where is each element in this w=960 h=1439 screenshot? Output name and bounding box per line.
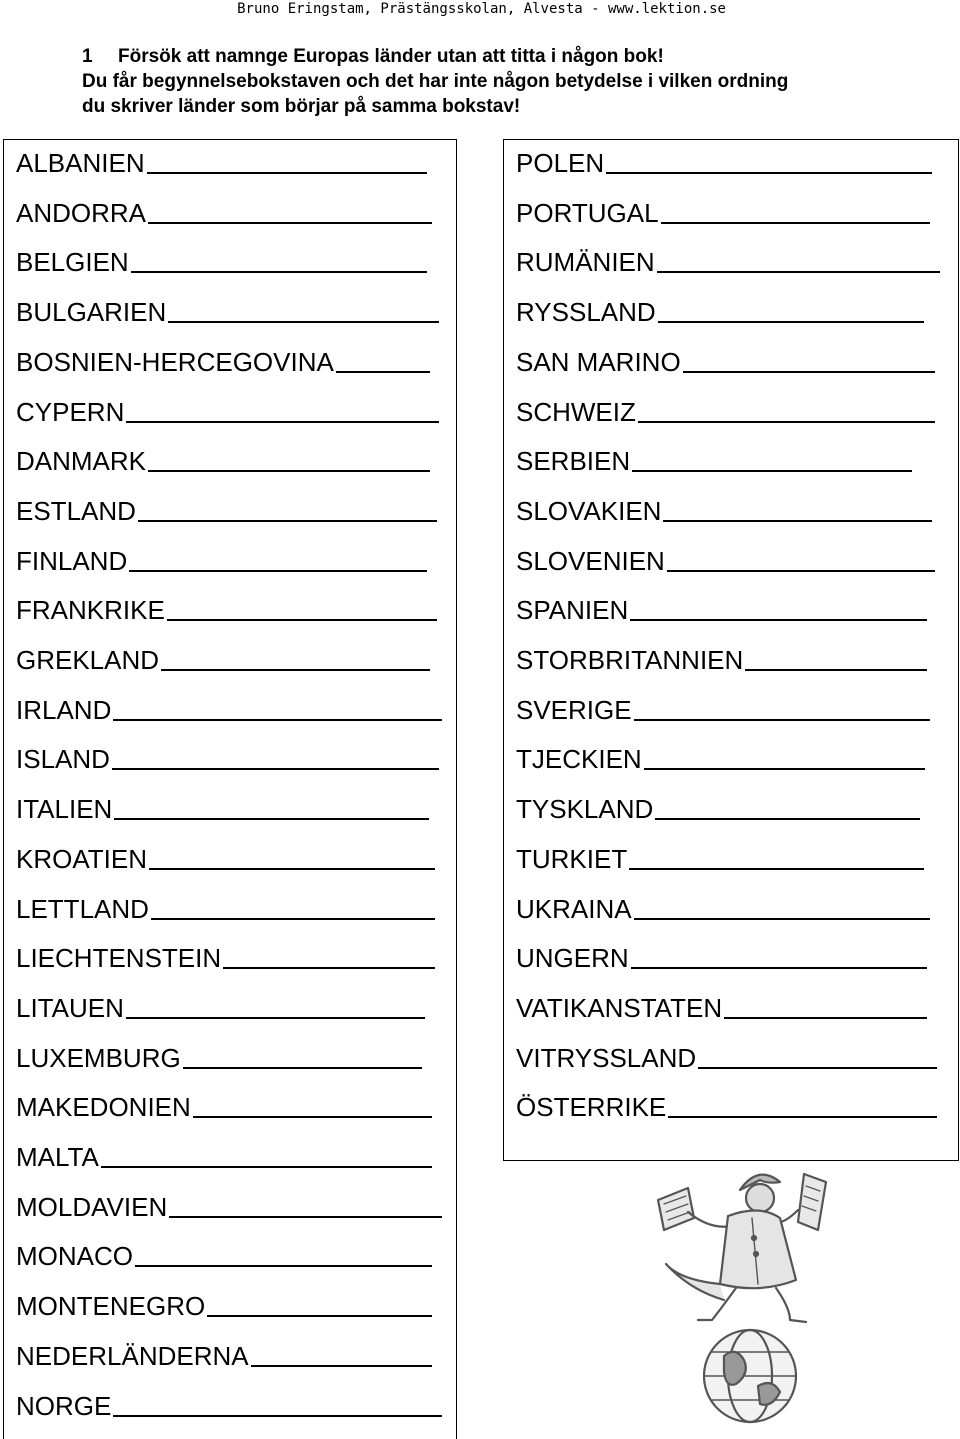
answer-line[interactable]	[698, 1067, 937, 1069]
left-country-row	[16, 446, 430, 476]
answer-line[interactable]	[193, 1116, 432, 1118]
left-country-row	[16, 297, 439, 327]
answer-line[interactable]	[658, 321, 924, 323]
answer-line[interactable]	[147, 172, 427, 174]
answer-line[interactable]	[167, 619, 437, 621]
page-header-credit: Bruno Eringstam, Prästängsskolan, Alvesta - www.lektion.se	[237, 1, 726, 17]
answer-line[interactable]	[644, 768, 925, 770]
answer-line[interactable]	[135, 1265, 432, 1267]
left-country-row	[16, 894, 435, 924]
right-country-row	[516, 1092, 937, 1122]
country-name: TJECKIEN	[516, 744, 642, 775]
instruction-line-3: du skriver länder som börjar på samma bokstav!	[82, 96, 521, 117]
answer-line[interactable]	[606, 172, 932, 174]
right-country-row	[516, 247, 940, 277]
right-country-box	[503, 139, 959, 1161]
country-name: KROATIEN	[16, 843, 147, 874]
answer-line[interactable]	[668, 1116, 937, 1118]
country-name: NEDERLÄNDERNA	[16, 1340, 249, 1371]
left-country-row	[16, 645, 430, 675]
answer-line[interactable]	[655, 818, 920, 820]
answer-line[interactable]	[631, 967, 927, 969]
answer-line[interactable]	[336, 371, 430, 373]
right-country-row	[516, 546, 935, 576]
left-country-row	[16, 198, 432, 228]
left-country-row	[16, 943, 435, 973]
country-name: ISLAND	[16, 744, 110, 775]
country-name: TYSKLAND	[516, 794, 654, 825]
left-country-row	[16, 347, 430, 377]
left-country-box	[3, 139, 457, 1439]
right-country-row	[516, 744, 925, 774]
right-country-row	[516, 794, 920, 824]
answer-line[interactable]	[629, 868, 924, 870]
answer-line[interactable]	[148, 222, 432, 224]
right-country-row	[516, 993, 927, 1023]
country-name: VATIKANSTATEN	[516, 992, 723, 1023]
right-country-row	[516, 695, 930, 725]
country-name: ITALIEN	[16, 794, 113, 825]
country-name: SLOVENIEN	[516, 545, 665, 576]
country-name: BELGIEN	[16, 247, 129, 278]
answer-line[interactable]	[149, 868, 435, 870]
answer-line[interactable]	[683, 371, 935, 373]
left-country-row	[16, 1391, 442, 1421]
country-name: SVERIGE	[516, 694, 632, 725]
right-country-row	[516, 496, 932, 526]
answer-line[interactable]	[634, 719, 930, 721]
answer-line[interactable]	[148, 470, 430, 472]
left-country-row	[16, 1142, 432, 1172]
country-name: MAKEDONIEN	[16, 1092, 191, 1123]
answer-line[interactable]	[667, 570, 935, 572]
answer-line[interactable]	[168, 321, 439, 323]
answer-line[interactable]	[138, 520, 437, 522]
left-country-row	[16, 695, 442, 725]
left-country-row	[16, 397, 439, 427]
country-name: SPANIEN	[516, 595, 629, 626]
answer-line[interactable]	[638, 421, 935, 423]
country-name: RYSSLAND	[516, 297, 656, 328]
right-country-row	[516, 347, 935, 377]
answer-line[interactable]	[632, 470, 912, 472]
answer-line[interactable]	[151, 918, 435, 920]
country-name: MONTENEGRO	[16, 1291, 206, 1322]
country-name: STORBRITANNIEN	[516, 645, 744, 675]
answer-line[interactable]	[657, 271, 940, 273]
answer-line[interactable]	[251, 1365, 432, 1367]
answer-line[interactable]	[724, 1017, 927, 1019]
answer-line[interactable]	[114, 818, 429, 820]
answer-line[interactable]	[169, 1216, 442, 1218]
right-country-row	[516, 595, 927, 625]
right-country-row	[516, 397, 935, 427]
right-country-row	[516, 148, 932, 178]
answer-line[interactable]	[129, 570, 427, 572]
instruction-line-2: Du får begynnelsebokstaven och det har inte någon betydelse i vilken ordning	[82, 71, 789, 92]
answer-line[interactable]	[126, 1017, 425, 1019]
left-country-row	[16, 1291, 432, 1321]
left-country-row	[16, 496, 437, 526]
country-name: RUMÄNIEN	[516, 247, 655, 278]
right-country-row	[516, 894, 930, 924]
right-country-row	[516, 446, 912, 476]
country-name: GREKLAND	[16, 645, 160, 675]
instruction-line-1: Försök att namnge Europas länder utan att titta i någon bok!	[118, 46, 664, 67]
left-country-row	[16, 546, 427, 576]
right-country-row	[516, 198, 930, 228]
left-country-row	[16, 1192, 442, 1222]
answer-line[interactable]	[663, 520, 932, 522]
left-country-row	[16, 1341, 432, 1371]
country-name: ESTLAND	[16, 495, 136, 526]
left-country-row	[16, 1092, 432, 1122]
left-country-row	[16, 1241, 432, 1271]
answer-line[interactable]	[630, 619, 927, 621]
right-country-row	[516, 645, 927, 675]
left-country-row	[16, 148, 427, 178]
answer-line[interactable]	[126, 421, 439, 423]
instructions	[82, 44, 942, 119]
country-name: LUXEMBURG	[16, 1042, 181, 1073]
country-name: MOLDAVIEN	[16, 1191, 168, 1222]
country-name: LITAUEN	[16, 992, 124, 1023]
country-name: IRLAND	[16, 694, 112, 725]
answer-line[interactable]	[634, 918, 930, 920]
exercise-number: 1	[82, 46, 93, 67]
country-name: PORTUGAL	[516, 197, 659, 228]
country-name: UKRAINA	[516, 893, 632, 924]
country-name: FINLAND	[16, 545, 128, 576]
answer-line[interactable]	[207, 1315, 432, 1317]
country-name: ÖSTERRIKE	[516, 1092, 667, 1123]
country-name: TURKIET	[516, 843, 628, 874]
country-name: CYPERN	[16, 396, 125, 427]
right-country-row	[516, 844, 924, 874]
answer-line[interactable]	[745, 669, 927, 671]
answer-line[interactable]	[661, 222, 930, 224]
answer-line[interactable]	[112, 768, 439, 770]
country-name: MALTA	[16, 1142, 99, 1172]
country-name: POLEN	[516, 148, 605, 178]
country-name: MONACO	[16, 1241, 133, 1272]
answer-line[interactable]	[161, 669, 430, 671]
country-name: SERBIEN	[516, 446, 631, 477]
country-name: SCHWEIZ	[516, 396, 636, 427]
country-name: DANMARK	[16, 446, 147, 477]
right-country-row	[516, 297, 924, 327]
answer-line[interactable]	[183, 1067, 422, 1069]
country-name: VITRYSSLAND	[516, 1042, 697, 1073]
left-country-row	[16, 993, 425, 1023]
country-name: SAN MARINO	[516, 346, 681, 377]
country-name: LETTLAND	[16, 893, 149, 924]
country-name: NORGE	[16, 1390, 112, 1421]
country-name: UNGERN	[516, 943, 629, 974]
country-name: BULGARIEN	[16, 297, 167, 328]
country-name: ALBANIEN	[16, 148, 145, 178]
right-country-row	[516, 1043, 937, 1073]
answer-line[interactable]	[223, 967, 435, 969]
answer-line[interactable]	[101, 1166, 432, 1168]
answer-line[interactable]	[113, 719, 442, 721]
left-country-row	[16, 595, 437, 625]
answer-line[interactable]	[113, 1415, 442, 1417]
left-country-row	[16, 744, 439, 774]
left-country-row	[16, 844, 435, 874]
right-country-row	[516, 943, 927, 973]
country-name: LIECHTENSTEIN	[16, 943, 222, 974]
traveler-on-globe-icon	[640, 1160, 840, 1430]
left-country-row	[16, 1043, 422, 1073]
country-name: BOSNIEN-HERCEGOVINA	[16, 346, 334, 377]
answer-line[interactable]	[131, 271, 427, 273]
left-country-row	[16, 794, 429, 824]
country-name: FRANKRIKE	[16, 595, 165, 626]
left-country-row	[16, 247, 427, 277]
country-name: SLOVAKIEN	[516, 495, 662, 526]
country-name: ANDORRA	[16, 197, 147, 228]
